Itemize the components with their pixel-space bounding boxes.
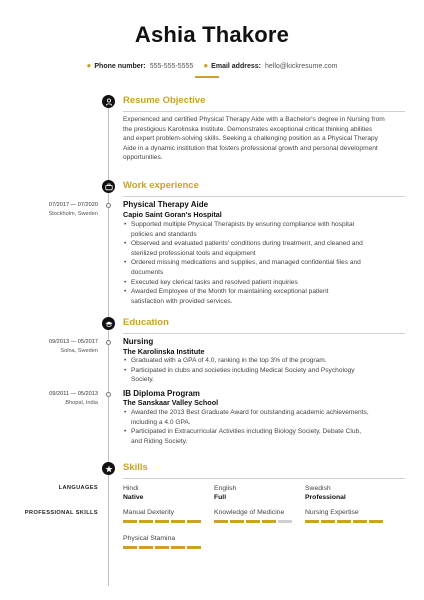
list-item: • Graduated with a GPA of 4.0, ranking in the top 3% of the program.: [123, 356, 403, 366]
phone-label: Phone number:: [94, 63, 146, 70]
skill-level-segment: [369, 520, 383, 523]
language-item: [214, 484, 236, 502]
skill-level-bar: [123, 546, 201, 549]
language-name: English: [214, 485, 237, 492]
skill-level-segment: [337, 520, 351, 523]
skills-title: Skills: [123, 462, 148, 473]
skill-level-segment: [171, 520, 185, 523]
skill-level-segment: [155, 546, 169, 549]
objective-text: [123, 115, 405, 163]
timeline-node: [106, 392, 111, 397]
skill-level-segment: [305, 520, 319, 523]
skill-level-segment: [321, 520, 335, 523]
objective-line: opportunities.: [123, 154, 163, 162]
phone-value: 555-555-5555: [149, 63, 194, 70]
degree-title: IB Diploma Program: [123, 389, 200, 398]
list-item: • Executed key clerical tasks and resolved patient inquiries: [123, 278, 403, 288]
skill-level-segment: [123, 520, 137, 523]
star-icon: [102, 462, 115, 475]
skill-level-segment: [353, 520, 367, 523]
professional-skills-label: PROFESSIONAL SKILLS: [24, 510, 98, 516]
list-item: • Supported multiple Physical Therapists by ensuring compliance with hospital policies and standards: [123, 220, 403, 239]
skill-level-segment: [262, 520, 276, 523]
objective-line: Aide in a dynamic institution that fosters professional growth and personal development: [123, 144, 378, 152]
skill-name: Manual Dexterity: [123, 509, 174, 516]
section-divider: [123, 196, 405, 197]
skill-level-segment: [123, 546, 137, 549]
school-name: The Karolinska Institute: [123, 347, 205, 356]
language-level: Native: [123, 494, 144, 501]
language-item: [305, 484, 346, 502]
education-title: Education: [123, 317, 169, 328]
education-dates: 09/2013 — 05/2017: [48, 339, 98, 345]
skill-level-bar: [123, 520, 201, 523]
objective-line: Experienced and certified Physical Therapy Aide with a Bachelor's degree in Nursing from: [123, 116, 385, 123]
resume-name: Ashia Thakore: [134, 22, 290, 47]
email-value: hello@kickresume.com: [264, 63, 338, 70]
list-item: • Ordered missing medications and supplies, and managed confidential files and documents: [123, 258, 403, 277]
list-item: • Observed and evaluated patients' conditions during treatment, and cleaned and sterilized professional tools and equipment: [123, 239, 403, 258]
timeline-node: [106, 340, 111, 345]
section-divider: [123, 111, 405, 112]
objective-line: the prestigious Karolinska Institute. Demonstrates exceptional critical thinking abilities: [123, 125, 373, 133]
skill-level-bar: [305, 520, 383, 523]
education-location: Solna, Sweden: [60, 348, 98, 354]
list-item: • Awarded Employee of the Month for maintaining exceptional patient satisfaction with provided services.: [123, 287, 403, 306]
skill-level-segment: [187, 546, 201, 549]
employer-name: Capio Saint Goran's Hospital: [123, 210, 222, 219]
skill-name: Physical Stamina: [123, 535, 176, 542]
school-name: The Sanskaar Valley School: [123, 398, 219, 407]
skill-level-segment: [139, 520, 153, 523]
graduation-cap-icon: [102, 317, 115, 330]
work-title: Work experience: [123, 180, 199, 191]
skill-level-segment: [187, 520, 201, 523]
work-dates: 07/2017 — 07/2020: [48, 202, 98, 208]
briefcase-icon: [102, 180, 115, 193]
languages-label: LANGUAGES: [58, 485, 98, 491]
work-location: Stockholm, Sweden: [48, 211, 98, 217]
skill-name: Knowledge of Medicine: [214, 509, 285, 516]
skill-level-segment: [155, 520, 169, 523]
degree-title: Nursing: [123, 337, 154, 346]
list-item: • Awarded the 2013 Best Graduate Award for outstanding academic achievements, including a 4.0 GPA.: [123, 408, 403, 427]
education-dates: 09/2011 — 05/2013: [49, 391, 98, 397]
person-icon: [102, 95, 115, 108]
skill-level-segment: [171, 546, 185, 549]
skill-level-segment: [246, 520, 260, 523]
contact-line: [0, 61, 424, 70]
timeline-node: [106, 203, 111, 208]
language-name: Hindi: [123, 485, 139, 492]
language-level: Professional: [305, 494, 346, 501]
education-bullets: [123, 356, 403, 385]
skill-level-bar: [214, 520, 292, 523]
section-divider: [123, 333, 405, 334]
email-label: Email address:: [211, 63, 261, 70]
work-bullets: [123, 220, 403, 306]
list-item: • Participated in Extracurricular Activities including Biology Society, Debate Club, and Riding Society.: [123, 427, 403, 446]
language-level: Full: [214, 494, 227, 501]
job-title: Physical Therapy Aide: [123, 200, 209, 209]
list-item: • Participated in clubs and societies including Medical Society and Psychology Society.: [123, 366, 403, 385]
header-divider: [195, 76, 219, 78]
language-item: [123, 484, 143, 502]
bullet-dot-icon: ●: [86, 61, 92, 70]
skill-name: Nursing Expertise: [305, 509, 359, 516]
objective-title: Resume Objective: [123, 95, 206, 106]
skill-level-segment: [278, 520, 292, 523]
education-location: Bhopal, India: [65, 400, 98, 406]
skill-level-segment: [214, 520, 228, 523]
bullet-dot-icon: ●: [203, 61, 209, 70]
objective-line: and expert problem-solving skills. Seeking a challenging position as a Physical Therapy: [123, 135, 378, 143]
skill-level-segment: [139, 546, 153, 549]
skill-level-segment: [230, 520, 244, 523]
education-bullets: [123, 408, 403, 446]
section-divider: [123, 478, 405, 479]
language-name: Swedish: [305, 485, 331, 492]
